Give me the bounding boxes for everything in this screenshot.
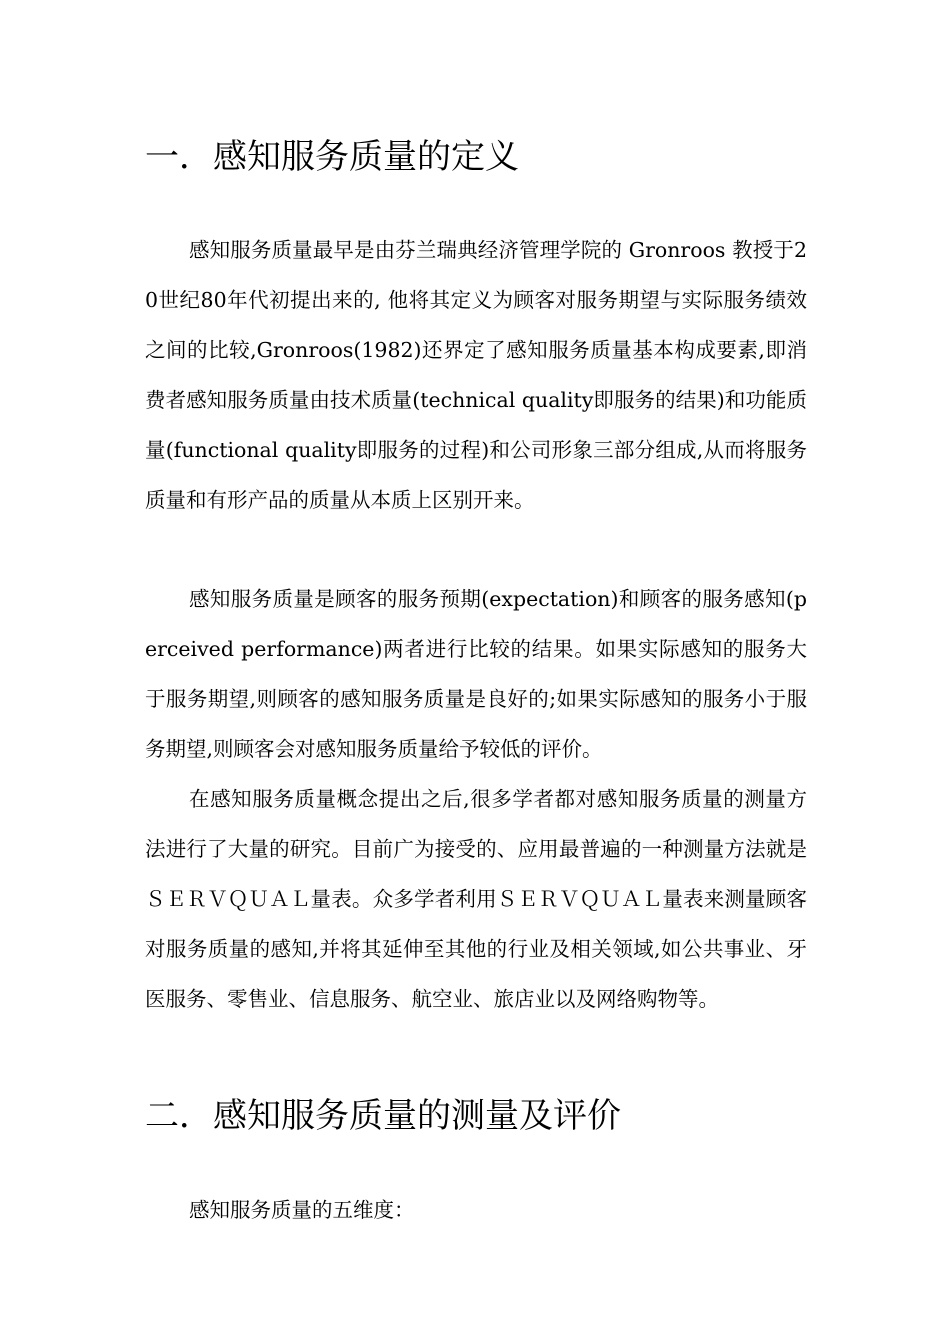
paragraph-gronroos-origin: 感知服务质量最早是由芬兰瑞典经济管理学院的 Gronroos 教授于20世纪80年代初提出来的, 他将其定义为顾客对服务期望与实际服务绩效之间的比较,Gronroos(1982)还界定了感知服务质量基本构成要素,即消费者感知服务质量由技术质量(technical quality即服务的结果)和功能质量(functional quality即服务的过程)和公司形象三部分组成,从而将服务质量和有形产品的质量从本质上区别开来。	[145, 238, 807, 512]
paragraph-servqual-measurement: 在感知服务质量概念提出之后,很多学者都对感知服务质量的测量方法进行了大量的研究。目前广为接受的、应用最普遍的一种测量方法就是ＳＥＲＶＱＵＡＬ量表。众多学者利用ＳＥＲＶＱＵＡＬ量表来测量顾客对服务质量的感知,并将其延伸至其他的行业及相关领域,如公共事业、牙医服务、零售业、信息服务、航空业、旅店业以及网络购物等。	[145, 787, 807, 1011]
paragraph-expectation-comparison: 感知服务质量是顾客的服务预期(expectation)和顾客的服务感知(perceived performance)两者进行比较的结果。如果实际感知的服务大于服务期望,则顾客的感知服务质量是良好的;如果实际感知的服务小于服务期望,则顾客会对感知服务质量给予较低的评价。	[145, 587, 807, 761]
paragraph-five-dimensions: 感知服务质量的五维度：	[189, 1198, 415, 1222]
section-heading-measurement: 二．感知服务质量的测量及评价	[145, 1096, 621, 1136]
section-heading-definition: 一．感知服务质量的定义	[145, 137, 519, 177]
